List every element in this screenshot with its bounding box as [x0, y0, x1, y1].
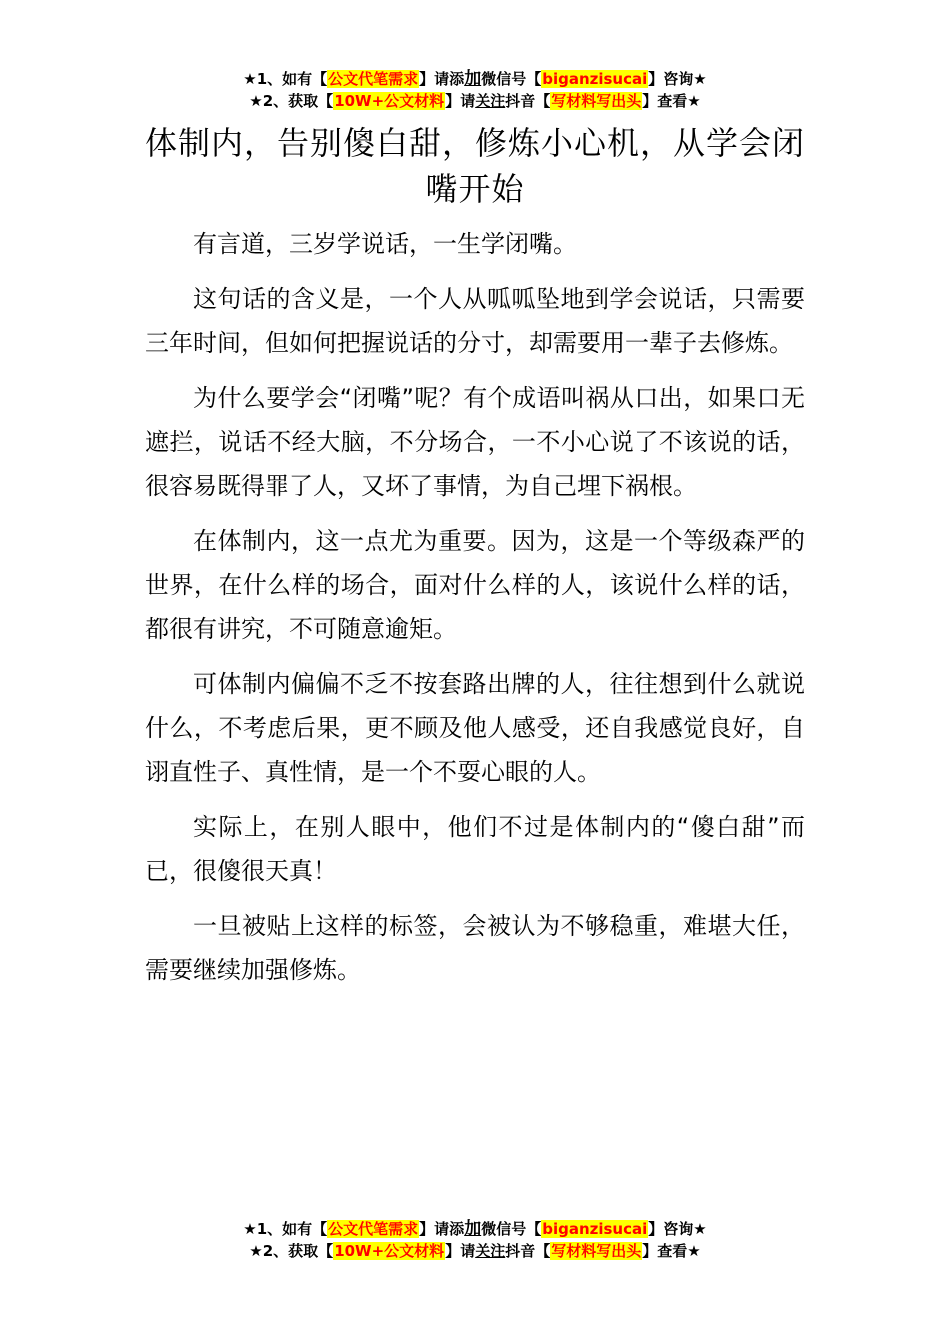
banner-text: 】请添: [419, 1220, 465, 1238]
paragraph: 在体制内，这一点尤为重要。因为，这是一个等级森严的世界，在什么样的场合，面对什么样的人，该说什么样的话，都很有讲究，不可随意逾矩。: [145, 527, 805, 643]
banner-text: ★2、获取【: [249, 92, 334, 110]
banner-line-2: [0, 1240, 950, 1262]
document-title: 体制内，告别傻白甜，修炼小心机，从学会闭嘴开始: [145, 124, 806, 208]
banner-underlined-text: 关注: [475, 1242, 506, 1260]
banner-text: 】请: [445, 92, 476, 110]
paragraph: 一旦被贴上这样的标签，会被认为不够稳重，难堪大任，需要继续加强修炼。: [145, 912, 805, 984]
banner-underlined-text: 关注: [475, 92, 506, 110]
banner-text: 】查看★: [642, 92, 701, 110]
paragraph: 这句话的含义是，一个人从呱呱坠地到学会说话，只需要三年时间，但如何把握说话的分寸，却需要用一辈子去修炼。: [145, 285, 805, 357]
banner-highlight-douyin: 写材料写出头: [551, 1242, 642, 1260]
banner-line-1: [0, 68, 950, 90]
banner-text: 】咨询★: [648, 70, 707, 88]
banner-text: 】咨询★: [648, 1220, 707, 1238]
document-body: [145, 222, 805, 1003]
banner-line-1: [0, 1218, 950, 1240]
paragraph: 有言道，三岁学说话，一生学闭嘴。: [193, 230, 577, 258]
banner-text: 】请: [445, 1242, 476, 1260]
banner-highlight-service: 公文代笔需求: [328, 1220, 419, 1238]
banner-highlight-materials: 10W+公文材料: [334, 92, 445, 110]
paragraph: 可体制内偏偏不乏不按套路出牌的人，往往想到什么就说什么，不考虑后果，更不顾及他人感受，还自我感觉良好，自诩直性子、真性情，是一个不耍心眼的人。: [145, 670, 805, 786]
paragraph: 实际上，在别人眼中，他们不过是体制内的“傻白甜”而已，很傻很天真！: [145, 813, 805, 885]
banner-text: 微信号【: [481, 1220, 542, 1238]
banner-highlight-service: 公文代笔需求: [328, 70, 419, 88]
banner-highlight-douyin: 写材料写出头: [551, 92, 642, 110]
banner-text: ★2、获取【: [249, 1242, 334, 1260]
banner-text: ★1、如有【: [243, 1220, 328, 1238]
banner-text: 】查看★: [642, 1242, 701, 1260]
banner-underlined-text: 加: [464, 69, 482, 89]
banner-text: 微信号【: [481, 70, 542, 88]
banner-text: 抖音【: [505, 1242, 551, 1260]
banner-underlined-text: 加: [464, 1219, 482, 1239]
banner-text: 】请添: [419, 70, 465, 88]
footer-banner: [0, 1218, 950, 1262]
paragraph: 为什么要学会“闭嘴”呢？有个成语叫祸从口出，如果口无遮拦，说话不经大脑，不分场合，一不小心说了不该说的话，很容易既得罪了人，又坏了事情，为自己埋下祸根。: [145, 384, 805, 500]
banner-text: ★1、如有【: [243, 70, 328, 88]
banner-text: 抖音【: [505, 92, 551, 110]
banner-highlight-wechat-id: biganzisucai: [542, 1220, 648, 1238]
banner-highlight-materials: 10W+公文材料: [334, 1242, 445, 1260]
header-banner: [0, 68, 950, 112]
banner-highlight-wechat-id: biganzisucai: [542, 70, 648, 88]
banner-line-2: [0, 90, 950, 112]
